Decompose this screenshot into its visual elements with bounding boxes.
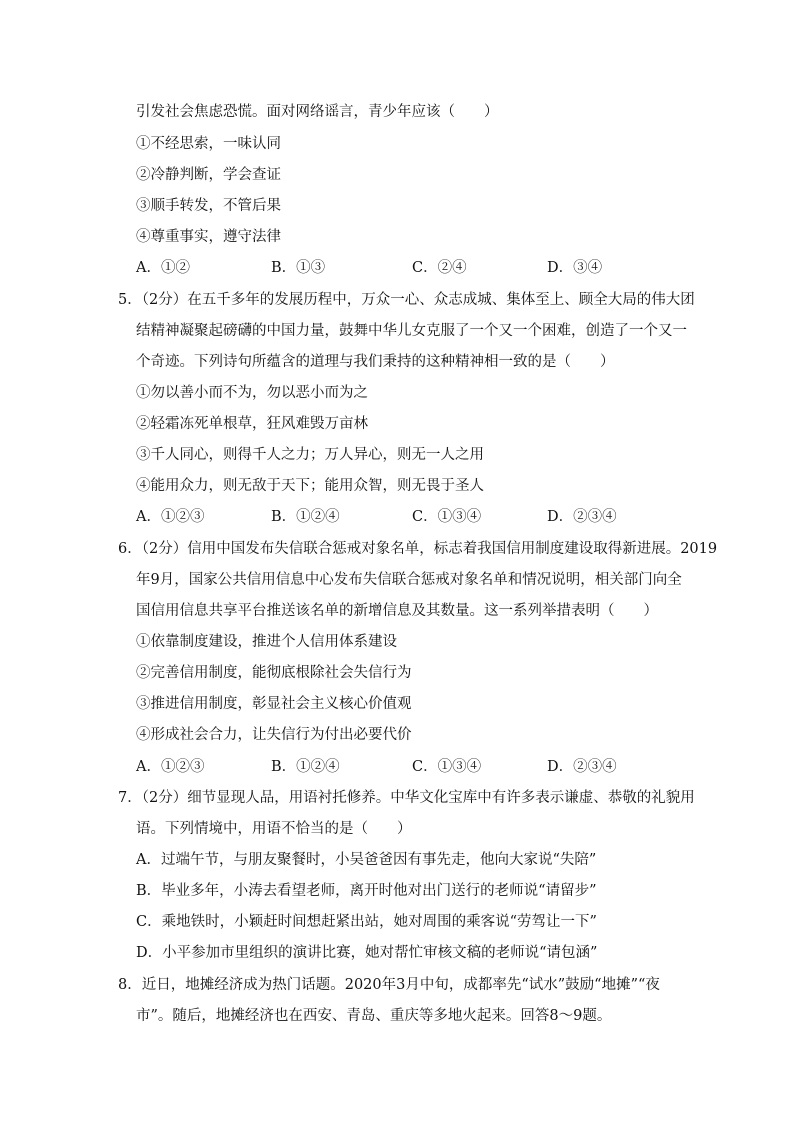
- q5-option-b: B．①②④: [271, 509, 340, 525]
- q4-option-d: D．③④: [547, 260, 603, 276]
- q4-option-b: B．①③: [271, 260, 326, 276]
- question-8-stem-line-1: 8．近日，地摊经济成为热门话题。2020年3月中旬，成都率先“试水”鼓励“地摊”“夜: [118, 977, 660, 993]
- q7-choice-d: D．小平参加市里组织的演讲比赛，她对帮忙审核文稿的老师说“请包涵”: [136, 945, 598, 961]
- question-5-stem-line-3: 个奇迹。下列诗句所蕴含的道理与我们秉持的这种精神相一致的是（ ）: [136, 354, 615, 370]
- q4-option-a: A．①②: [136, 260, 190, 276]
- q6-item-3: ③推进信用制度，彰显社会主义核心价值观: [136, 696, 412, 712]
- q5-option-d: D．②③④: [547, 509, 617, 525]
- q4-option-c: C．②④: [412, 260, 467, 276]
- question-8-stem-line-2: 市”。随后，地摊经济也在西安、青岛、重庆等多地火起来。回答8～9题。: [136, 1008, 612, 1024]
- q7-choice-b: B．毕业多年，小涛去看望老师，离开时他对出门送行的老师说“请留步”: [136, 883, 597, 899]
- question-6-stem-line-3: 国信用信息共享平台推送该名单的新增信息及其数量。这一系列举措表明（ ）: [136, 603, 658, 619]
- question-7-stem-line-2: 语。下列情境中，用语不恰当的是（ ）: [136, 821, 412, 837]
- q6-item-1: ①依靠制度建设，推进个人信用体系建设: [136, 634, 397, 650]
- question-4-stem-tail: 引发社会焦虑恐慌。面对网络谣言，青少年应该（ ）: [136, 104, 499, 120]
- q4-item-2: ②冷静判断，学会查证: [136, 167, 281, 183]
- q6-option-b: B．①②④: [271, 759, 340, 775]
- q6-option-c: C．①③④: [412, 759, 482, 775]
- q7-choice-c: C．乘地铁时，小颖赶时间想赶紧出站，她对周围的乘客说“劳驾让一下”: [136, 914, 597, 930]
- q4-item-3: ③顺手转发，不管后果: [136, 198, 281, 214]
- question-5-stem-line-1: 5．（2分）在五千多年的发展历程中，万众一心、众志成城、集体至上、顾全大局的伟大团: [118, 292, 695, 308]
- q5-item-1: ①勿以善小而不为，勿以恶小而为之: [136, 385, 368, 401]
- q6-option-a: A．①②③: [136, 759, 205, 775]
- q5-option-c: C．①③④: [412, 509, 482, 525]
- question-7-stem-line-1: 7．（2分）细节显现人品，用语衬托修养。中华文化宝库中有许多表示谦虚、恭敬的礼貌用: [118, 790, 695, 806]
- q6-item-4: ④形成社会合力，让失信行为付出必要代价: [136, 727, 412, 743]
- q7-choice-a: A．过端午节，与朋友聚餐时，小吴爸爸因有事先走，他向大家说“失陪”: [136, 852, 597, 868]
- q6-item-2: ②完善信用制度，能彻底根除社会失信行为: [136, 665, 412, 681]
- question-5-stem-line-2: 结精神凝聚起磅礴的中国力量，鼓舞中华儿女克服了一个又一个困难，创造了一个又一: [136, 323, 687, 339]
- q4-item-1: ①不经思索，一味认同: [136, 136, 281, 152]
- q4-item-4: ④尊重事实，遵守法律: [136, 229, 281, 245]
- question-6-stem-line-1: 6．（2分）信用中国发布失信联合惩戒对象名单，标志着我国信用制度建设取得新进展。2019: [118, 541, 718, 557]
- q5-item-4: ④能用众力，则无敌于天下；能用众智，则无畏于圣人: [136, 478, 484, 494]
- question-6-stem-line-2: 年9月，国家公共信用信息中心发布失信联合惩戒对象名单和情况说明，相关部门向全: [136, 572, 682, 588]
- q6-option-d: D．②③④: [547, 759, 617, 775]
- q5-item-3: ③千人同心，则得千人之力；万人异心，则无一人之用: [136, 447, 484, 463]
- q5-item-2: ②轻霜冻死单根草，狂风难毁万亩林: [136, 416, 368, 432]
- q5-option-a: A．①②③: [136, 509, 205, 525]
